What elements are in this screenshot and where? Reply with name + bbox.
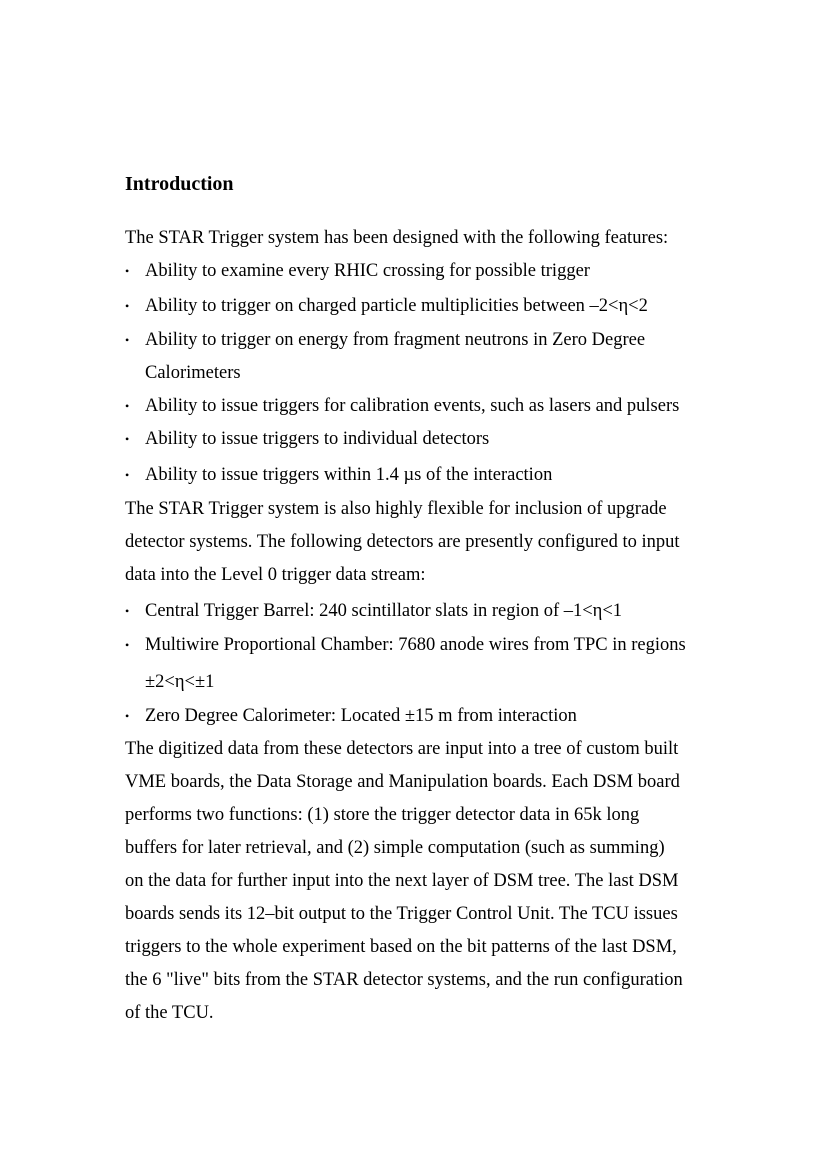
intro-line: The STAR Trigger system has been designed with the following features: (125, 228, 669, 248)
bullet-icon: • (125, 333, 130, 347)
bullet-icon: • (125, 264, 130, 278)
paragraph-line: performs two functions: (1) store the trigger detector data in 65k long (125, 805, 640, 825)
paragraph-line: detector systems. The following detectors are presently configured to input (125, 532, 680, 552)
detector-item: Multiwire Proportional Chamber: 7680 anode wires from TPC in regions (145, 635, 686, 655)
paragraph-line: The digitized data from these detectors are input into a tree of custom built (125, 739, 679, 759)
section-heading: Introduction (125, 173, 234, 195)
feature-item: Ability to issue triggers for calibration events, such as lasers and pulsers (145, 396, 680, 416)
paragraph-line: the 6 "live" bits from the STAR detector systems, and the run configuration (125, 970, 683, 990)
feature-item-continuation: Calorimeters (145, 363, 241, 383)
feature-item: Ability to trigger on energy from fragment neutrons in Zero Degree (145, 330, 646, 350)
paragraph-line: of the TCU. (125, 1003, 214, 1023)
detector-item: Central Trigger Barrel: 240 scintillator slats in region of –1<η<1 (145, 601, 623, 621)
paragraph-line: on the data for further input into the next layer of DSM tree. The last DSM (125, 871, 679, 891)
bullet-icon: • (125, 709, 130, 723)
paragraph-line: The STAR Trigger system is also highly flexible for inclusion of upgrade (125, 499, 667, 519)
paragraph-line: VME boards, the Data Storage and Manipulation boards. Each DSM board (125, 772, 680, 792)
detector-item-continuation: ±2<η<±1 (145, 672, 215, 692)
paragraph-line: triggers to the whole experiment based on the bit patterns of the last DSM, (125, 937, 677, 957)
feature-item: Ability to trigger on charged particle multiplicities between –2<η<2 (145, 296, 648, 316)
paragraph-line: boards sends its 12–bit output to the Trigger Control Unit. The TCU issues (125, 904, 678, 924)
feature-item: Ability to examine every RHIC crossing for possible trigger (145, 261, 590, 281)
bullet-icon: • (125, 468, 130, 482)
feature-item: Ability to issue triggers within 1.4 µs of the interaction (145, 465, 553, 485)
paragraph-line: data into the Level 0 trigger data stream: (125, 565, 426, 585)
bullet-icon: • (125, 604, 130, 618)
bullet-icon: • (125, 399, 130, 413)
bullet-icon: • (125, 299, 130, 313)
bullet-icon: • (125, 432, 130, 446)
feature-item: Ability to issue triggers to individual detectors (145, 429, 490, 449)
detector-item: Zero Degree Calorimeter: Located ±15 m from interaction (145, 706, 577, 726)
bullet-icon: • (125, 638, 130, 652)
paragraph-line: buffers for later retrieval, and (2) simple computation (such as summing) (125, 838, 665, 858)
